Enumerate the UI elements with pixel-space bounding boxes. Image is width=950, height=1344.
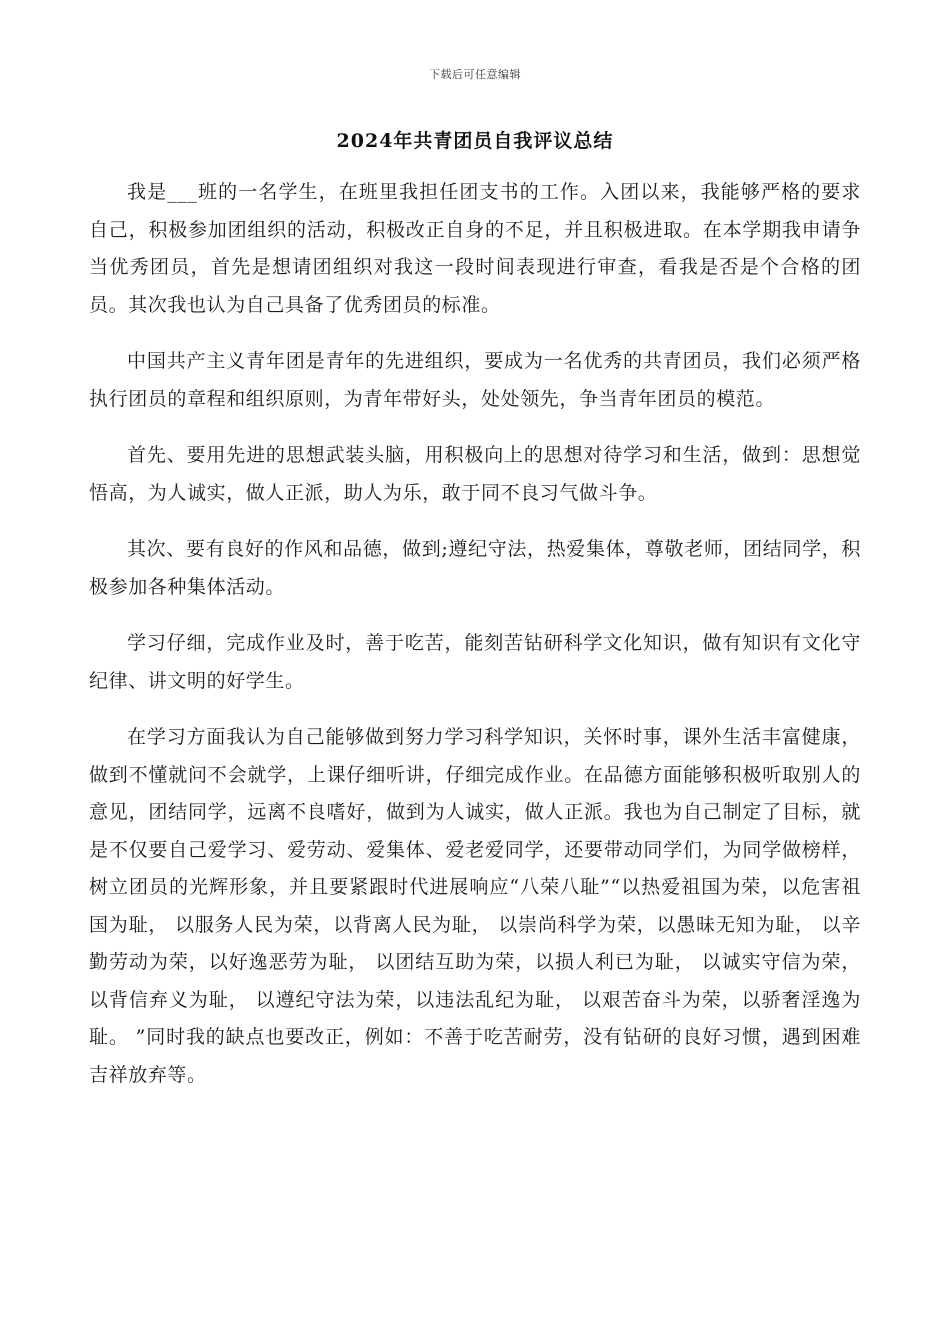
document-body [89, 174, 861, 1113]
paragraph-4: 其次、要有良好的作风和品德，做到;遵纪守法，热爱集体，尊敬老师，团结同学，积极参加各种集体活动。 [89, 538, 861, 598]
paragraph-5: 学习仔细，完成作业及时，善于吃苦，能刻苦钻研科学文化知识，做有知识有文化守纪律、讲文明的好学生。 [89, 632, 861, 692]
header-note: 下载后可任意编辑 [429, 68, 521, 81]
document-title: 2024年共青团员自我评议总结 [336, 130, 614, 152]
paragraph-6: 在学习方面我认为自己能够做到努力学习科学知识，关怀时事，课外生活丰富健康，做到不懂就问不会就学，上课仔细听讲，仔细完成作业。在品德方面能够积极听取别人的意见，团结同学，远离不良嗜好，做到为人诚实，做人正派。我也为自己制定了目标，就是不仅要自己爱学习、爱劳动、爱集体、爱老爱同学，还要带动同学们，为同学做榜样，树立团员的光辉形象，并且要紧跟时代进展响应“八荣八耻”“以热爱祖国为荣，以危害祖国为耻， 以服务人民为荣，以背离人民为耻， 以崇尚科学为荣，以愚昧无知为耻， 以辛勤劳动为荣，以好逸恶劳为耻， 以团结互助为荣，以损人利已为耻， 以诚实守信为荣，以背信弃义为耻， 以遵纪守法为荣，以违法乱纪为耻， 以艰苦奋斗为荣，以骄奢淫逸为耻。 ”同时我的缺点也要改正，例如：不善于吃苦耐劳，没有钻研的良好习惯，遇到困难吉祥放弃等。 [89, 726, 861, 1086]
paragraph-1: 我是___班的一名学生，在班里我担任团支书的工作。入团以来，我能够严格的要求自己，积极参加团组织的活动，积极改正自身的不足，并且积极进取。在本学期我申请争当优秀团员，首先是想请团组织对我这一段时间表现进行审查，看我是否是个合格的团员。其次我也认为自己具备了优秀团员的标准。 [89, 181, 861, 316]
paragraph-3: 首先、要用先进的思想武装头脑，用积极向上的思想对待学习和生活，做到：思想觉悟高，为人诚实，做人正派，助人为乐，敢于同不良习气做斗争。 [89, 444, 861, 504]
paragraph-2: 中国共产主义青年团是青年的先进组织，要成为一名优秀的共青团员，我们必须严格执行团员的章程和组织原则，为青年带好头，处处领先，争当青年团员的模范。 [89, 350, 861, 410]
